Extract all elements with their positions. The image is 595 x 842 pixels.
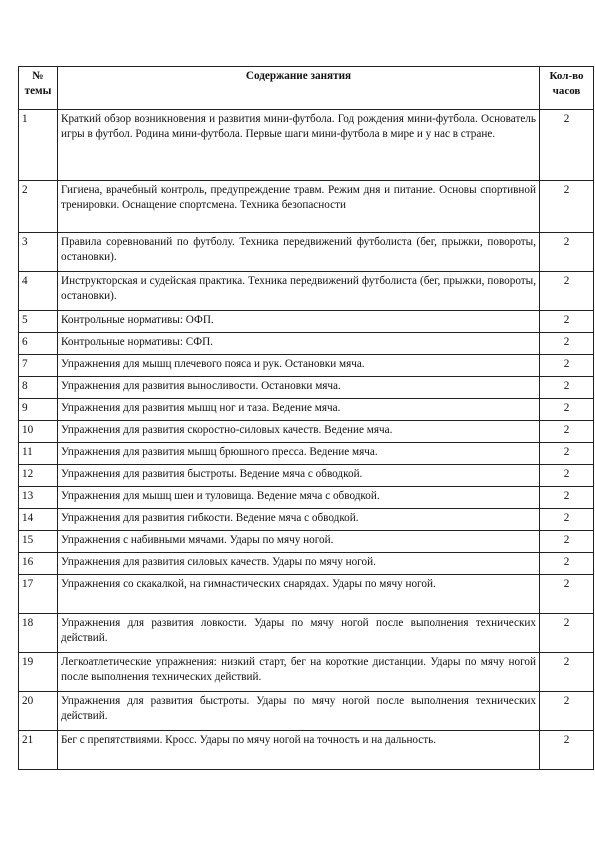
- lesson-content: Упражнения для развития силовых качеств. Удары по мячу ногой.: [58, 553, 540, 575]
- hours-count: 2: [540, 377, 594, 399]
- topic-number: 14: [19, 509, 58, 531]
- topic-number: 19: [19, 653, 58, 692]
- lesson-content: Упражнения для развития гибкости. Ведение мяча с обводкой.: [58, 509, 540, 531]
- hours-count: 2: [540, 443, 594, 465]
- hours-count: 2: [540, 553, 594, 575]
- lesson-content: Контрольные нормативы: СФП.: [58, 333, 540, 355]
- lesson-content: Легкоатлетические упражнения: низкий старт, бег на короткие дистанции. Удары по мячу ногой после выполнения технических действий.: [58, 653, 540, 692]
- hours-count: 2: [540, 311, 594, 333]
- table-header-row: [19, 67, 594, 110]
- topic-number: 10: [19, 421, 58, 443]
- table-row: [19, 553, 594, 575]
- topic-number: 9: [19, 399, 58, 421]
- table-row: [19, 731, 594, 770]
- topic-number: 4: [19, 272, 58, 311]
- topic-number: 12: [19, 465, 58, 487]
- hours-count: 2: [540, 509, 594, 531]
- hours-count: 2: [540, 531, 594, 553]
- lesson-plan-table: [18, 66, 594, 770]
- lesson-content: Краткий обзор возникновения и развития мини-футбола. Год рождения мини-футбола. Основатель игры в футбол. Родина мини-футбола. Первые шаги мини-футбола в мире и у нас в стране.: [58, 110, 540, 181]
- lesson-content: Гигиена, врачебный контроль, предупреждение травм. Режим дня и питание. Основы спортивной тренировки. Оснащение спортсмена. Техника безопасности: [58, 181, 540, 233]
- table-row: [19, 531, 594, 553]
- lesson-content: Упражнения для развития мышц брюшного пресса. Ведение мяча.: [58, 443, 540, 465]
- hours-count: 2: [540, 487, 594, 509]
- hours-count: 2: [540, 692, 594, 731]
- header-topic-number: № темы: [19, 67, 58, 110]
- table-row: [19, 399, 594, 421]
- topic-number: 16: [19, 553, 58, 575]
- lesson-content: Бег с препятствиями. Кросс. Удары по мячу ногой на точность и на дальность.: [58, 731, 540, 770]
- table-row: [19, 377, 594, 399]
- topic-number: 6: [19, 333, 58, 355]
- lesson-content: Упражнения для мышц шеи и туловища. Ведение мяча с обводкой.: [58, 487, 540, 509]
- lesson-content: Упражнения для развития скоростно-силовых качеств. Ведение мяча.: [58, 421, 540, 443]
- topic-number: 5: [19, 311, 58, 333]
- topic-number: 21: [19, 731, 58, 770]
- hours-count: 2: [540, 355, 594, 377]
- table-row: [19, 233, 594, 272]
- hours-count: 2: [540, 421, 594, 443]
- lesson-content: Упражнения для развития быстроты. Удары по мячу ногой после выполнения технических действий.: [58, 692, 540, 731]
- topic-number: 1: [19, 110, 58, 181]
- table-body: [19, 110, 594, 770]
- hours-count: 2: [540, 233, 594, 272]
- table-row: [19, 509, 594, 531]
- hours-count: 2: [540, 272, 594, 311]
- lesson-content: Упражнения для развития мышц ног и таза. Ведение мяча.: [58, 399, 540, 421]
- lesson-content: Упражнения для развития ловкости. Удары по мячу ногой после выполнения технических действий.: [58, 614, 540, 653]
- topic-number: 7: [19, 355, 58, 377]
- table-row: [19, 487, 594, 509]
- lesson-content: Упражнения для развития выносливости. Остановки мяча.: [58, 377, 540, 399]
- lesson-content: Упражнения со скакалкой, на гимнастических снарядах. Удары по мячу ногой.: [58, 575, 540, 614]
- topic-number: 20: [19, 692, 58, 731]
- lesson-content: Контрольные нормативы: ОФП.: [58, 311, 540, 333]
- hours-count: 2: [540, 333, 594, 355]
- table-row: [19, 614, 594, 653]
- table-row: [19, 692, 594, 731]
- table-row: [19, 333, 594, 355]
- topic-number: 8: [19, 377, 58, 399]
- hours-count: 2: [540, 181, 594, 233]
- header-hours-count: Кол-во часов: [540, 67, 594, 110]
- topic-number: 11: [19, 443, 58, 465]
- table-row: [19, 653, 594, 692]
- table-row: [19, 421, 594, 443]
- topic-number: 2: [19, 181, 58, 233]
- lesson-content: Упражнения для развития быстроты. Ведение мяча с обводкой.: [58, 465, 540, 487]
- hours-count: 2: [540, 465, 594, 487]
- hours-count: 2: [540, 110, 594, 181]
- lesson-content: Упражнения для мышц плечевого пояса и рук. Остановки мяча.: [58, 355, 540, 377]
- table-row: [19, 575, 594, 614]
- lesson-content: Правила соревнований по футболу. Техника передвижений футболиста (бег, прыжки, повороты, остановки).: [58, 233, 540, 272]
- hours-count: 2: [540, 614, 594, 653]
- table-row: [19, 443, 594, 465]
- header-lesson-content: Содержание занятия: [58, 67, 540, 110]
- hours-count: 2: [540, 399, 594, 421]
- topic-number: 15: [19, 531, 58, 553]
- topic-number: 13: [19, 487, 58, 509]
- lesson-content: Инструкторская и судейская практика. Техника передвижений футболиста (бег, прыжки, повороты, остановки).: [58, 272, 540, 311]
- table-row: [19, 311, 594, 333]
- hours-count: 2: [540, 653, 594, 692]
- topic-number: 3: [19, 233, 58, 272]
- table-row: [19, 181, 594, 233]
- table-row: [19, 465, 594, 487]
- lesson-content: Упражнения с набивными мячами. Удары по мячу ногой.: [58, 531, 540, 553]
- topic-number: 17: [19, 575, 58, 614]
- table-row: [19, 272, 594, 311]
- table-row: [19, 355, 594, 377]
- topic-number: 18: [19, 614, 58, 653]
- table-row: [19, 110, 594, 181]
- hours-count: 2: [540, 731, 594, 770]
- hours-count: 2: [540, 575, 594, 614]
